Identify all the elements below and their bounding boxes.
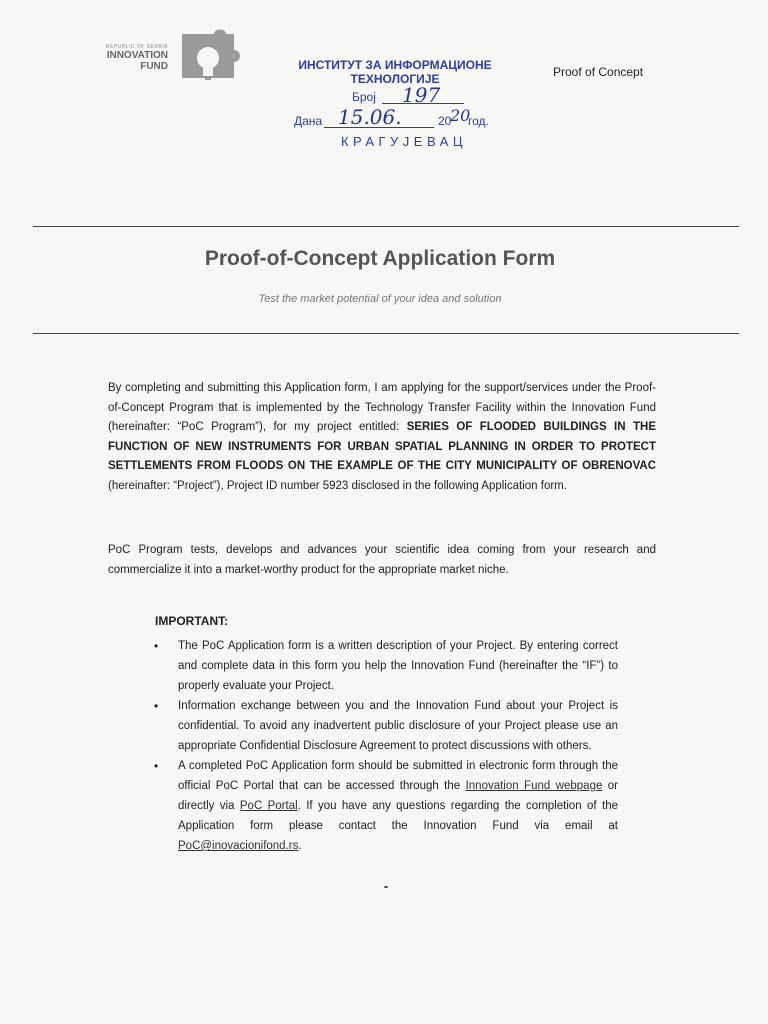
bullet-dot: •: [154, 759, 159, 773]
project-title: SERIES OF FLOODED BUILDINGS IN THE FUNCTION OF NEW INSTRUMENTS FOR URBAN SPATIAL PLANNING IN ORDER TO PROTECT SETTLEMENTS FROM FLOODS ON THE EXAMPLE OF THE CITY MUNICIPALITY OF OBRENOVAC: [108, 421, 656, 472]
stamp-city: КРАГУЈЕВАЦ: [340, 134, 468, 149]
stamp-date-value: 15.06.: [338, 105, 402, 129]
intro-text-1: By completing and submitting this Application form, I am applying for the support/services under the Proof-of-Concept Program that is implemented by the Technology Transfer Facility within the Innovation Fund (hereinafter: “PoC Program”), for my project entitled:: [108, 382, 656, 433]
logo-line-2: FUND: [140, 61, 168, 72]
intro-paragraph: [108, 379, 656, 496]
stamp-number-label: Број: [352, 90, 376, 104]
stamp-year-prefix: 20: [438, 114, 452, 128]
registration-stamp: [290, 58, 500, 149]
stamp-number-value: 197: [402, 83, 441, 107]
list-item: [152, 756, 618, 856]
program-paragraph: PoC Program tests, develops and advances your scientific idea coming from your research and commercialize it into a market-worthy product for the appropriate market niche.: [108, 544, 656, 576]
stamp-date-label: Дана: [294, 114, 323, 128]
stamp-year-hand: 20: [450, 106, 471, 125]
bullet-text-3c: . If you have any questions regarding the completion of the Application form please contact the Innovation Fund via email at: [178, 800, 618, 832]
innovation-fund-logo: [98, 40, 258, 90]
logo-small-text: REPUBLIC OF SERBIA: [105, 44, 168, 50]
bullet-text-3d: .: [298, 840, 302, 852]
innovation-fund-webpage-link[interactable]: Innovation Fund webpage: [465, 780, 603, 792]
top-rule: [33, 226, 739, 227]
bullet-text-3a: A completed PoC Application form should be submitted in electronic form through the official PoC Portal that can be accessed through the: [178, 760, 618, 792]
bullet-dot: •: [154, 639, 159, 653]
poc-portal-link[interactable]: PoC Portal: [239, 800, 298, 812]
stamp-year-suffix: год.: [468, 114, 489, 128]
page-title: Proof-of-Concept Application Form: [204, 247, 556, 270]
important-heading: IMPORTANT:: [155, 614, 229, 628]
bullet-dot: •: [154, 699, 159, 713]
bullet-text-3b: or directly via: [178, 780, 618, 812]
stamp-institute-line-2: ТЕХНОЛОГИЈЕ: [350, 72, 440, 86]
scan-speck: [384, 886, 388, 888]
stamp-date-row: [290, 105, 500, 130]
important-list: [152, 636, 618, 856]
puzzle-lightbulb-icon: [174, 28, 252, 90]
header-corner-label: Proof of Concept: [553, 65, 644, 79]
email-link[interactable]: PoC@inovacionifond.rs: [178, 840, 299, 852]
stamp-institute-line-1: ИНСТИТУТ ЗА ИНФОРМАЦИОНЕ: [298, 58, 492, 72]
bullet-text-2: Information exchange between you and the Innovation Fund about your Project is confidential. To avoid any inadvertent public disclosure of your Project please use an appropriate Confidential Disclosure Agreement to protect discussions with others.: [178, 700, 618, 752]
page-subtitle: Test the market potential of your idea and solution: [258, 293, 502, 305]
logo-text: [98, 44, 168, 72]
intro-text-2: (hereinafter: “Project”), Project ID number 5923 disclosed in the following Application form.: [108, 479, 567, 492]
logo-line-1: INNOVATION: [106, 50, 168, 61]
bullet-text-1: The PoC Application form is a written description of your Project. By entering correct and complete data in this form you help the Innovation Fund (hereinafter the “IF”) to properly evaluate your Project.: [178, 640, 618, 692]
list-item: [152, 696, 618, 756]
bottom-rule: [33, 333, 739, 334]
list-item: [152, 636, 618, 696]
